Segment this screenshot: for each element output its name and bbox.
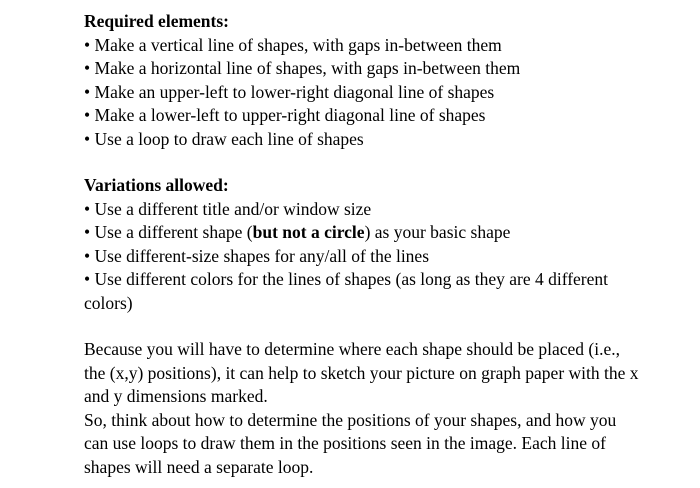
- list-item: [84, 57, 644, 81]
- variations-allowed-heading: Variations allowed:: [84, 175, 229, 195]
- variations-allowed-section: [84, 174, 644, 315]
- document-body: [84, 10, 644, 479]
- bullet-icon: •: [84, 58, 91, 78]
- bullet-icon: •: [84, 105, 91, 125]
- list-item-text: Make a vertical line of shapes, with gaps in-between them: [94, 34, 502, 55]
- list-item-text: Use different colors for the lines of shapes (as long as they are 4 different colors): [84, 269, 609, 313]
- list-item: [84, 245, 644, 269]
- list-item-text-post: ) as your basic shape: [364, 222, 511, 242]
- list-item-text-bold: but not a circle: [252, 222, 365, 242]
- list-item: [84, 128, 644, 152]
- bullet-icon: •: [84, 245, 91, 266]
- bullet-icon: •: [84, 222, 91, 242]
- variations-allowed-list: [84, 198, 644, 316]
- list-item: [84, 34, 644, 58]
- list-item: [84, 268, 644, 315]
- section-spacer: [84, 315, 644, 338]
- list-item: [84, 104, 644, 128]
- bullet-icon: •: [84, 128, 91, 149]
- section-spacer: [84, 151, 644, 174]
- list-item-text: Make a horizontal line of shapes, with gaps in-between them: [94, 58, 521, 78]
- required-elements-list: [84, 34, 644, 152]
- list-item-text: Make a lower-left to upper-right diagonal line of shapes: [94, 105, 486, 125]
- list-item-text: Use different-size shapes for any/all of the lines: [94, 245, 430, 266]
- list-item: [84, 81, 644, 105]
- bullet-icon: •: [84, 34, 91, 55]
- required-elements-section: [84, 10, 644, 151]
- bullet-icon: •: [84, 269, 91, 289]
- list-item-text-pre: Use a different shape (: [94, 222, 253, 242]
- instructions-paragraph-2: So, think about how to determine the positions of your shapes, and how you can use loops to draw them in the positions seen in the image. Each line of shapes will need a separate loop.: [84, 409, 617, 477]
- list-item: [84, 221, 644, 245]
- instructions-section: [84, 338, 644, 479]
- list-item-text: Use a loop to draw each line of shapes: [94, 128, 364, 149]
- list-item-text: Make an upper-left to lower-right diagonal line of shapes: [94, 81, 495, 102]
- bullet-icon: •: [84, 81, 91, 102]
- list-item-text: Use a different title and/or window size: [94, 198, 372, 219]
- bullet-icon: •: [84, 198, 91, 219]
- list-item: [84, 198, 644, 222]
- instructions-paragraph-1: Because you will have to determine where each shape should be placed (i.e., the (x,y) positions), it can help to sketch your picture on graph paper with the x and y dimensions marked.: [84, 339, 639, 406]
- required-elements-heading: Required elements:: [84, 11, 229, 31]
